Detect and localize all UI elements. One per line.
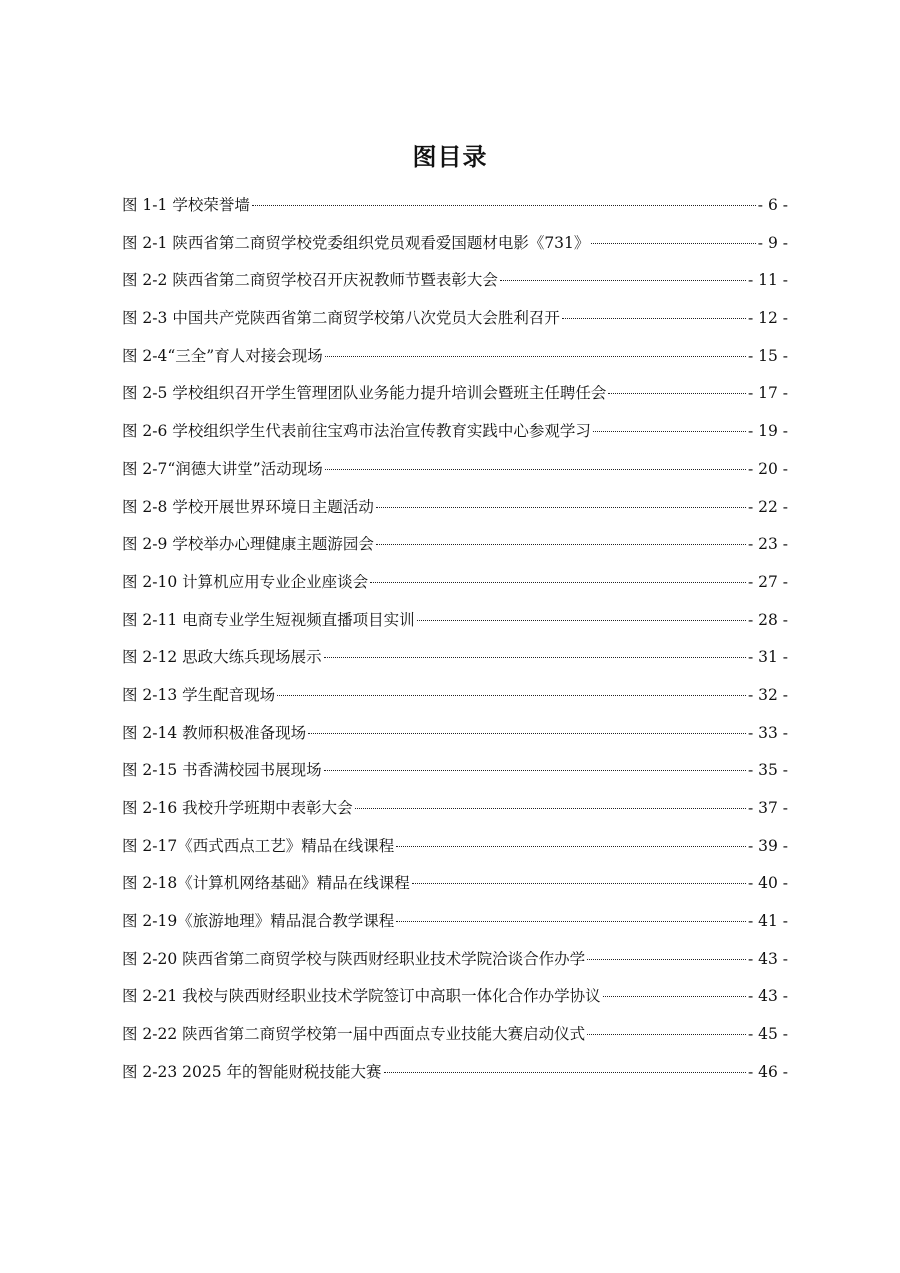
entry-page: - 46 - bbox=[747, 1062, 788, 1081]
entry-label: 图 2-16 我校升学班期中表彰大会 bbox=[122, 799, 353, 817]
dot-leader bbox=[355, 808, 746, 809]
entry-page: - 33 - bbox=[747, 723, 788, 742]
entry-page: - 37 - bbox=[747, 799, 788, 817]
entry-label: 图 2-3 中国共产党陕西省第二商贸学校第八次党员大会胜利召开 bbox=[122, 309, 560, 328]
list-item bbox=[122, 526, 788, 564]
entry-label: 图 2-4“三全”育人对接会现场 bbox=[122, 346, 323, 365]
entry-label: 图 2-6 学校组织学生代表前往宝鸡市法治宣传教育实践中心参观学习 bbox=[122, 422, 591, 441]
entry-label: 图 1-1 学校荣誉墙 bbox=[122, 196, 250, 214]
entry-page: - 35 - bbox=[747, 761, 788, 780]
entry-label: 图 2-7“润德大讲堂”活动现场 bbox=[122, 459, 323, 478]
entry-page: - 40 - bbox=[747, 874, 788, 893]
dot-leader bbox=[608, 393, 746, 394]
list-item bbox=[122, 865, 788, 903]
entry-page: - 45 - bbox=[747, 1025, 788, 1044]
entry-page: - 43 - bbox=[747, 949, 788, 968]
dot-leader bbox=[325, 469, 746, 470]
dot-leader bbox=[591, 243, 755, 244]
dot-leader bbox=[384, 1072, 746, 1073]
list-item bbox=[122, 489, 788, 527]
list-item bbox=[122, 375, 788, 413]
entry-page: - 12 - bbox=[747, 309, 788, 328]
dot-leader bbox=[308, 733, 746, 734]
entry-label: 图 2-14 教师积极准备现场 bbox=[122, 723, 307, 742]
entry-label: 图 2-13 学生配音现场 bbox=[122, 685, 276, 704]
dot-leader bbox=[412, 883, 746, 884]
entry-page: - 32 - bbox=[747, 685, 788, 704]
list-item bbox=[122, 790, 788, 828]
list-item bbox=[122, 564, 788, 602]
entry-label: 图 2-9 学校举办心理健康主题游园会 bbox=[122, 535, 374, 554]
dot-leader bbox=[396, 921, 746, 922]
list-item bbox=[122, 1054, 788, 1092]
list-item bbox=[122, 677, 788, 715]
entry-page: - 19 - bbox=[747, 422, 788, 441]
entry-page: - 39 - bbox=[747, 836, 788, 855]
list-item bbox=[122, 1016, 788, 1054]
dot-leader bbox=[370, 582, 746, 583]
dot-leader bbox=[587, 1034, 746, 1035]
list-item bbox=[122, 978, 788, 1016]
dot-leader bbox=[417, 620, 746, 621]
list-item bbox=[122, 941, 788, 979]
dot-leader bbox=[325, 356, 746, 357]
list-item bbox=[122, 262, 788, 300]
entry-page: - 23 - bbox=[747, 535, 788, 554]
list-item bbox=[122, 602, 788, 640]
entry-label: 图 2-21 我校与陕西财经职业技术学院签订中高职一体化合作办学协议 bbox=[122, 987, 601, 1006]
list-item bbox=[122, 715, 788, 753]
dot-leader bbox=[376, 544, 746, 545]
entry-page: - 28 - bbox=[747, 610, 788, 629]
dot-leader bbox=[603, 996, 746, 997]
dot-leader bbox=[500, 280, 746, 281]
entry-page: - 41 - bbox=[747, 912, 788, 931]
entry-page: - 17 - bbox=[747, 384, 788, 403]
list-item bbox=[122, 187, 788, 225]
entry-label: 图 2-15 书香满校园书展现场 bbox=[122, 761, 322, 780]
entry-label: 图 2-17《西式西点工艺》精品在线课程 bbox=[122, 836, 395, 855]
entry-label: 图 2-20 陕西省第二商贸学校与陕西财经职业技术学院洽谈合作办学 bbox=[122, 949, 586, 968]
dot-leader bbox=[562, 318, 746, 319]
dot-leader bbox=[376, 507, 746, 508]
entry-label: 图 2-19《旅游地理》精品混合教学课程 bbox=[122, 912, 395, 931]
list-item bbox=[122, 451, 788, 489]
entry-page: - 20 - bbox=[747, 459, 788, 478]
entry-label: 图 2-12 思政大练兵现场展示 bbox=[122, 648, 322, 667]
entry-label: 图 2-22 陕西省第二商贸学校第一届中西面点专业技能大赛启动仪式 bbox=[122, 1025, 586, 1044]
entry-label: 图 2-10 计算机应用专业企业座谈会 bbox=[122, 572, 369, 591]
entry-label: 图 2-5 学校组织召开学生管理团队业务能力提升培训会暨班主任聘任会 bbox=[122, 384, 607, 403]
dot-leader bbox=[277, 695, 746, 696]
dot-leader bbox=[593, 431, 746, 432]
entry-page: - 31 - bbox=[747, 648, 788, 667]
entry-label: 图 2-2 陕西省第二商贸学校召开庆祝教师节暨表彰大会 bbox=[122, 271, 498, 290]
entry-label: 图 2-8 学校开展世界环境日主题活动 bbox=[122, 497, 374, 516]
list-item bbox=[122, 639, 788, 677]
entry-page: - 43 - bbox=[747, 987, 788, 1006]
entry-page: - 27 - bbox=[747, 572, 788, 591]
figure-list bbox=[122, 187, 788, 1092]
entry-label: 图 2-11 电商专业学生短视频直播项目实训 bbox=[122, 610, 415, 629]
list-item bbox=[122, 338, 788, 376]
dot-leader bbox=[324, 770, 746, 771]
dot-leader bbox=[587, 959, 746, 960]
list-item bbox=[122, 828, 788, 866]
dot-leader bbox=[396, 846, 746, 847]
list-item bbox=[122, 225, 788, 263]
entry-label: 图 2-18《计算机网络基础》精品在线课程 bbox=[122, 874, 410, 893]
page-title: 图目录 bbox=[412, 143, 488, 171]
list-item bbox=[122, 413, 788, 451]
list-item bbox=[122, 300, 788, 338]
dot-leader bbox=[324, 657, 746, 658]
entry-page: - 22 - bbox=[747, 497, 788, 516]
entry-label: 图 2-1 陕西省第二商贸学校党委组织党员观看爱国题材电影《731》 bbox=[122, 233, 590, 252]
entry-page: - 11 - bbox=[747, 271, 788, 290]
entry-label: 图 2-23 2025 年的智能财税技能大赛 bbox=[122, 1062, 382, 1081]
dot-leader bbox=[252, 205, 756, 206]
list-item bbox=[122, 903, 788, 941]
entry-page: - 15 - bbox=[747, 346, 788, 365]
entry-page: - 9 - bbox=[757, 233, 788, 252]
list-item bbox=[122, 752, 788, 790]
entry-page: - 6 - bbox=[757, 196, 788, 214]
